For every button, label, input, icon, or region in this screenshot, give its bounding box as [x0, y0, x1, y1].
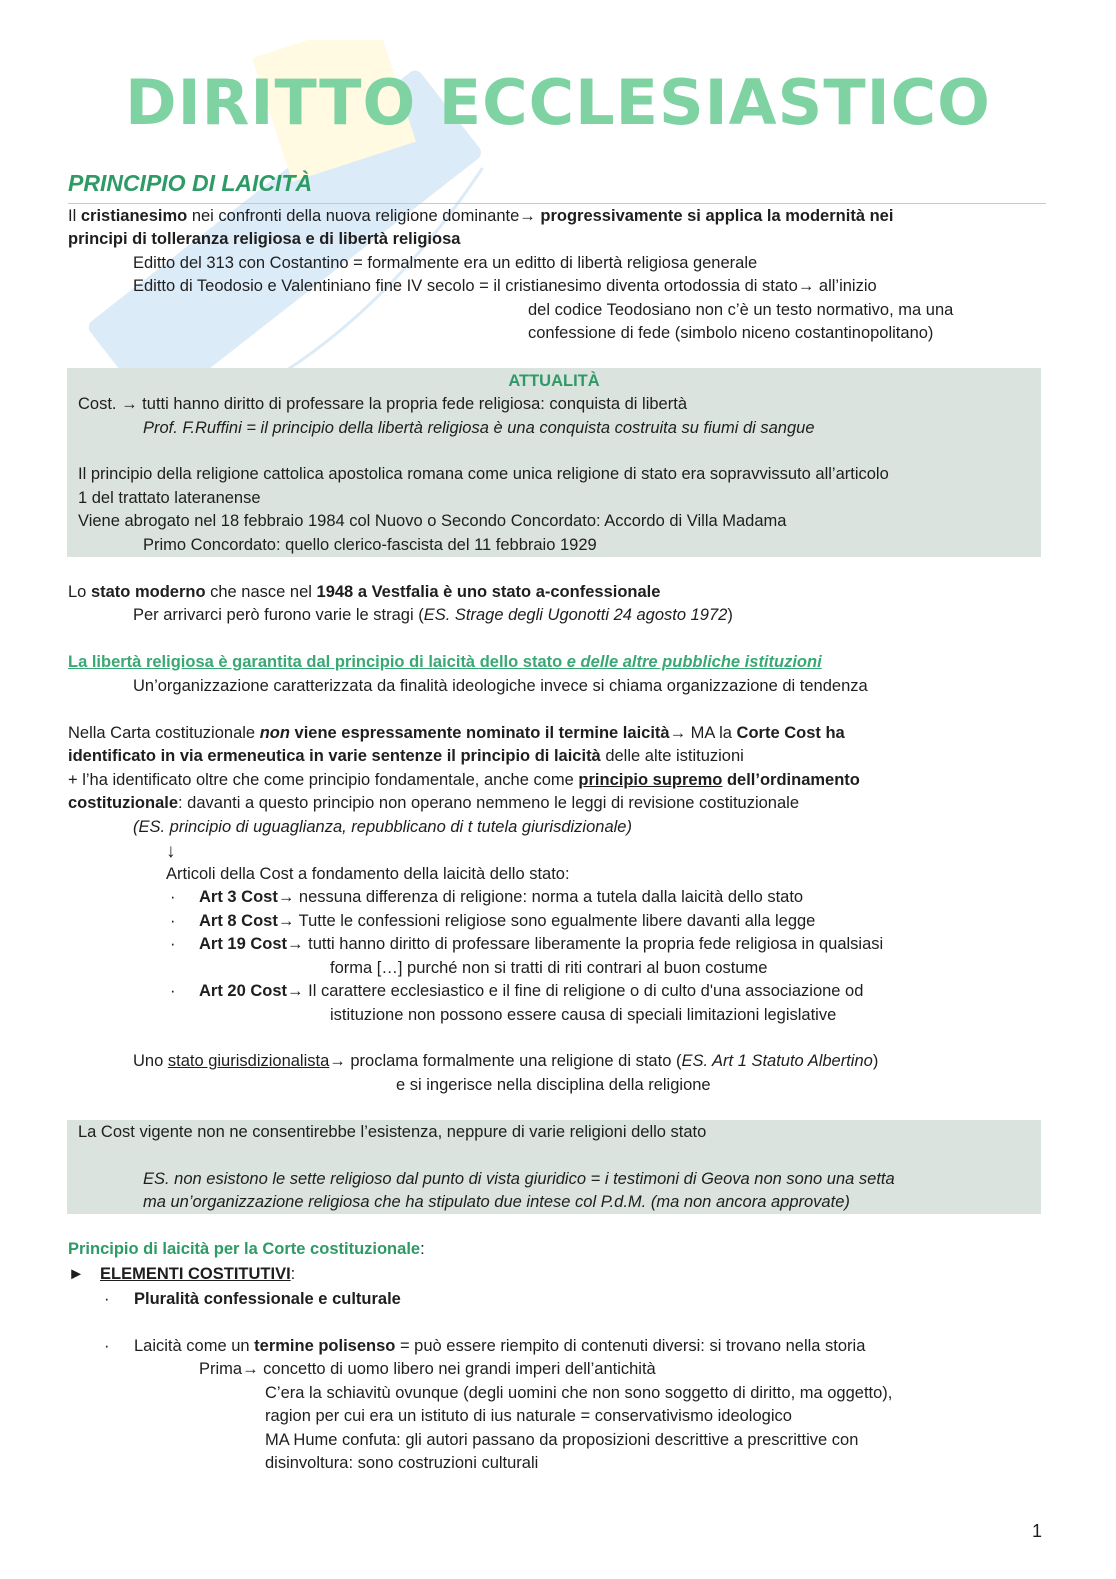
attualita-line-2: Prof. F.Ruffini = il principio della libertà religiosa è una conquista costruita su fiumi di sangue — [143, 419, 815, 437]
liberty-heading: La libertà religiosa è garantita dal principio di laicità dello stato e delle altre pubbliche istituzioni — [68, 653, 822, 671]
carta-line-2: identificato in via ermeneutica in varie sentenze il principio di laicità delle alte istituzioni — [68, 747, 744, 765]
modern-state-line-1: Lo stato moderno che nasce nel 1948 a Vestfalia è uno stato a-confessionale — [68, 583, 661, 601]
element-item-1: Pluralità confessionale e culturale — [134, 1290, 401, 1308]
element-item-2-line-3: C’era la schiavitù ovunque (degli uomini che non sono soggetto di diritto, ma oggetto), — [265, 1384, 893, 1402]
article-bullet: · — [170, 935, 176, 953]
element-item-2: Laicità come un termine polisenso = può essere riempito di contenuti diversi: si trovano nella storia — [134, 1337, 866, 1355]
document-title: DIRITTO ECCLESIASTICO — [125, 66, 991, 139]
carta-line-6: Articoli della Cost a fondamento della laicità dello stato: — [166, 865, 570, 883]
sette-line-3: ma un’organizzazione religiosa che ha stipulato due intese col P.d.M. (ma non ancora approvate) — [143, 1193, 850, 1211]
attualita-line-5: Viene abrogato nel 18 febbraio 1984 col Nuovo o Secondo Concordato: Accordo di Villa Madama — [78, 512, 787, 530]
carta-line-5: (ES. principio di uguaglianza, repubblicano di t tutela giurisdizionale) — [133, 818, 632, 836]
giuris-line-2: e si ingerisce nella disciplina della religione — [396, 1076, 711, 1094]
intro-line-3: Editto del 313 con Costantino = formalmente era un editto di libertà religiosa generale — [133, 254, 758, 272]
sette-line-2: ES. non esistono le sette religioso dal punto di vista giuridico = i testimoni di Geova non sono una setta — [143, 1170, 895, 1188]
intro-line-4: Editto di Teodosio e Valentiniano fine IV secolo = il cristianesimo diventa ortodossia di stato→ all’inizio — [133, 277, 877, 295]
article-bullet: · — [170, 982, 176, 1000]
carta-line-3: + l’ha identificato oltre che come principio fondamentale, anche come principio supremo dell’ordinamento — [68, 771, 860, 789]
sette-line-1: La Cost vigente non ne consentirebbe l’esistenza, neppure di varie religioni dello stato — [78, 1123, 707, 1141]
section-title: PRINCIPIO DI LAICITÀ — [68, 170, 313, 196]
intro-line-2: principi di tolleranza religiosa e di libertà religiosa — [68, 230, 461, 248]
intro-line-6: confessione di fede (simbolo niceno costantinopolitano) — [528, 324, 934, 342]
elements-heading: ELEMENTI COSTITUTIVI: — [100, 1265, 296, 1283]
carta-line-4: costituzionale: davanti a questo principio non operano nemmeno le leggi di revisione costituzionale — [68, 794, 799, 812]
element-item-2-line-2: Prima→ concetto di uomo libero nei grandi imperi dell’antichità — [199, 1360, 656, 1378]
page-number: 1 — [1031, 1521, 1042, 1541]
article-item: Art 3 Cost→ nessuna differenza di religione: norma a tutela dalla laicità dello stato — [199, 888, 804, 906]
giuris-line-1: Uno stato giurisdizionalista→ proclama formalmente una religione di stato (ES. Art 1 Statuto Albertino) — [133, 1052, 879, 1070]
attualita-heading: ATTUALITÀ — [508, 372, 600, 390]
article-continuation: forma […] purché non si tratti di riti contrari al buon costume — [330, 959, 768, 977]
list-bullet: · — [104, 1290, 110, 1308]
attualita-line-1: Cost. → tutti hanno diritto di professare la propria fede religiosa: conquista di libertà — [78, 395, 687, 413]
attualita-line-3: Il principio della religione cattolica apostolica romana come unica religione di stato era sopravvissuto all’articolo — [78, 465, 889, 483]
article-item: Art 8 Cost→ Tutte le confessioni religiose sono egualmente libere davanti alla legge — [199, 912, 816, 930]
attualita-line-6: Primo Concordato: quello clerico-fascista del 11 febbraio 1929 — [143, 536, 597, 554]
article-bullet: · — [170, 912, 176, 930]
article-continuation: istituzione non possono essere causa di speciali limitazioni legislative — [330, 1006, 837, 1024]
liberty-line-2: Un’organizzazione caratterizzata da finalità ideologiche invece si chiama organizzazione di tendenza — [133, 677, 868, 695]
attualita-line-4: 1 del trattato lateranense — [78, 489, 261, 507]
article-item: Art 20 Cost→ Il carattere ecclesiastico e il fine di religione o di culto d'una associazione od — [199, 982, 864, 1000]
intro-line-1: Il cristianesimo nei confronti della nuova religione dominante→ progressivamente si applica la modernità nei — [68, 207, 894, 225]
article-bullet: · — [170, 888, 176, 906]
carta-line-1: Nella Carta costituzionale non viene espressamente nominato il termine laicità→ MA la Corte Cost ha — [68, 724, 845, 742]
modern-state-line-2: Per arrivarci però furono varie le stragi (ES. Strage degli Ugonotti 24 agosto 1972) — [133, 606, 733, 624]
element-item-2-line-5: MA Hume confuta: gli autori passano da proposizioni descrittive a prescrittive con — [265, 1431, 859, 1449]
section-divider — [68, 203, 1046, 204]
element-item-2-line-4: ragion per cui era un istituto di ius naturale = conservativismo ideologico — [265, 1407, 792, 1425]
corte-heading: Principio di laicità per la Corte costituzionale: — [68, 1240, 425, 1258]
list-bullet: · — [104, 1337, 110, 1355]
down-arrow: ↓ — [166, 841, 176, 862]
element-item-2-line-6: disinvoltura: sono costruzioni culturali — [265, 1454, 539, 1472]
intro-line-5: del codice Teodosiano non c’è un testo normativo, ma una — [528, 301, 954, 319]
article-item: Art 19 Cost→ tutti hanno diritto di professare liberamente la propria fede religiosa in qualsiasi — [199, 935, 884, 953]
arrow-marker-icon: ► — [68, 1265, 85, 1283]
